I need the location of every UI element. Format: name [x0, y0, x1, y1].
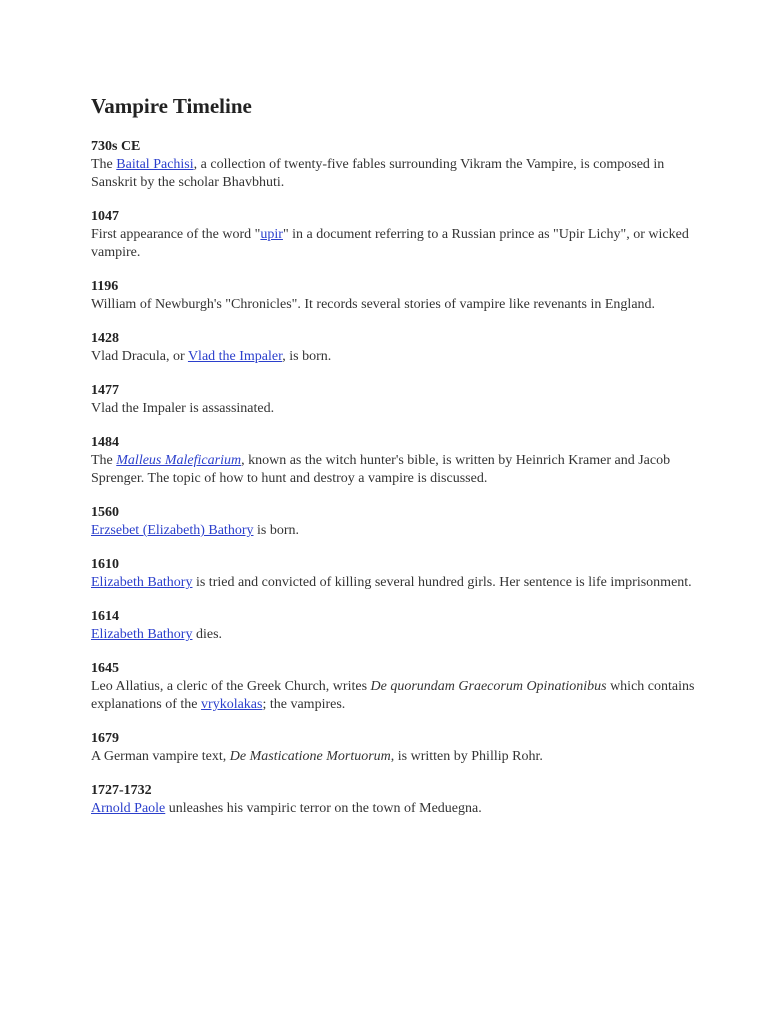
entry-year: 1614 — [91, 609, 119, 624]
entry-text: The — [91, 453, 117, 468]
entry-text: unleashes his vampiric terror on the town of Meduegna. — [165, 801, 482, 816]
entry-text: Vlad the Impaler is assassinated. — [91, 401, 275, 416]
entry-link[interactable]: vrykolakas — [201, 697, 263, 712]
entry-year: 1727-1732 — [91, 783, 152, 798]
entry-text: , is born. — [282, 349, 332, 364]
entry-text: dies. — [192, 627, 223, 642]
entry-text: The — [91, 157, 117, 172]
entry-year: 730s CE — [91, 139, 141, 154]
entry-link[interactable]: Elizabeth Bathory — [91, 575, 193, 590]
entry-year: 1679 — [91, 731, 119, 746]
entry-year: 1610 — [91, 557, 119, 572]
entry-year: 1196 — [91, 279, 119, 294]
entry-text: ; the vampires. — [262, 697, 346, 712]
entry-text: which contains explanations of the — [91, 679, 695, 712]
timeline-entry — [91, 556, 708, 592]
entry-description — [91, 626, 708, 644]
entry-description — [91, 452, 708, 488]
page-title: Vampire Timeline — [91, 94, 252, 118]
entry-text: is born. — [253, 523, 299, 538]
entry-text: First appearance of the word " — [91, 227, 261, 242]
entry-year: 1645 — [91, 661, 119, 676]
timeline-entry — [91, 608, 708, 644]
entry-link[interactable]: Arnold Paole — [91, 801, 166, 816]
entry-italic-title: De quorundam Graecorum Opinationibus — [370, 679, 607, 694]
entry-text: Vlad Dracula, or — [91, 349, 188, 364]
timeline — [91, 138, 708, 818]
entry-description — [91, 678, 708, 714]
timeline-entry — [91, 330, 708, 366]
timeline-entry — [91, 434, 708, 488]
entry-link[interactable]: Erzsebet (Elizabeth) Bathory — [91, 523, 254, 538]
entry-year: 1484 — [91, 435, 119, 450]
entry-text: Leo Allatius, a cleric of the Greek Church, writes — [91, 679, 371, 694]
entry-text: , known as the witch hunter's bible, is written by Heinrich Kramer and Jacob Sprenger. The topic of how to hunt and destroy a vampire is discussed. — [91, 453, 671, 486]
entry-year: 1477 — [91, 383, 119, 398]
entry-link[interactable]: Elizabeth Bathory — [91, 627, 193, 642]
entry-year: 1560 — [91, 505, 119, 520]
entry-description — [91, 748, 708, 766]
timeline-entry — [91, 278, 708, 314]
entry-text: is tried and convicted of killing several hundred girls. Her sentence is life imprisonment. — [192, 575, 692, 590]
entry-description — [91, 574, 708, 592]
entry-year: 1047 — [91, 209, 119, 224]
entry-text: , is written by Phillip Rohr. — [390, 749, 543, 764]
timeline-entry — [91, 382, 708, 418]
entry-description — [91, 522, 708, 540]
entry-text: " in a document referring to a Russian prince as "Upir Lichy", or wicked vampire. — [91, 227, 689, 260]
timeline-entry — [91, 730, 708, 766]
entry-link[interactable]: upir — [260, 227, 283, 242]
timeline-entry — [91, 138, 708, 192]
entry-description — [91, 156, 708, 192]
entry-link[interactable]: Malleus Maleficarium — [116, 453, 242, 468]
entry-description — [91, 800, 708, 818]
timeline-entry — [91, 208, 708, 262]
entry-description — [91, 348, 708, 366]
timeline-entry — [91, 660, 708, 714]
timeline-entry — [91, 782, 708, 818]
entry-description — [91, 400, 708, 418]
timeline-entry — [91, 504, 708, 540]
entry-link[interactable]: Vlad the Impaler — [187, 349, 283, 364]
entry-year: 1428 — [91, 331, 119, 346]
entry-description — [91, 296, 708, 314]
entry-text: , a collection of twenty-five fables surrounding Vikram the Vampire, is composed in Sanskrit by the scholar Bhavbhuti. — [91, 157, 665, 190]
entry-description — [91, 226, 708, 262]
entry-italic-title: De Masticatione Mortuorum — [229, 749, 391, 764]
entry-text: William of Newburgh's "Chronicles". It records several stories of vampire like revenants in England. — [91, 297, 656, 312]
entry-text: A German vampire text, — [91, 749, 230, 764]
entry-link[interactable]: Baital Pachisi — [116, 157, 194, 172]
